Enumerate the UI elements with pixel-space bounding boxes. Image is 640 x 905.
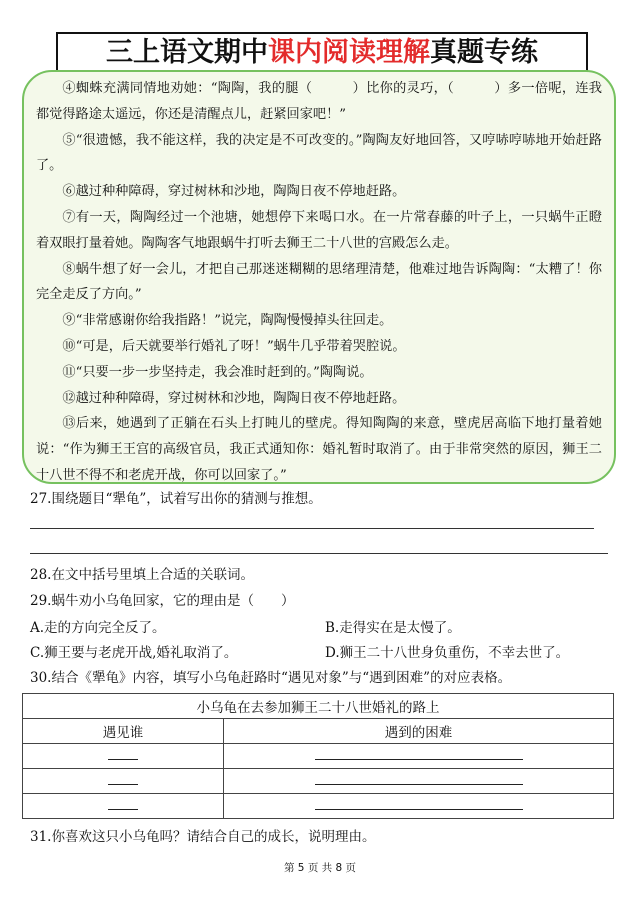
paragraph-4: ④蜘蛛充满同情地劝她：“陶陶，我的腿（ ）比你的灵巧，（ ）多一倍呢，连我都觉得路途太遥远，你还是清醒点儿，赶紧回家吧！” [36, 81, 602, 122]
q29-option-c: C.狮王要与老虎开战,婚礼取消了。 [30, 645, 238, 661]
blank-who-2 [108, 774, 138, 785]
paragraph-5: ⑤“很遗憾，我不能这样，我的决定是不可改变的。”陶陶友好地回答，又哼哧哼哧地开始赶路了。 [36, 132, 602, 174]
table-caption: 小乌龟在去参加狮王二十八世婚礼的路上 [23, 694, 614, 719]
page-title [56, 32, 588, 74]
blank-who-1 [108, 749, 138, 760]
paragraph-10: ⑩“可是，后天就要举行婚礼了呀！”蜗牛几乎带着哭腔说。 [62, 338, 406, 354]
paragraph-8: ⑧蜗牛想了好一会儿，才把自己那迷迷糊糊的思绪理清楚，他难过地告诉陶陶：“太糟了！你完全走反了方向。” [36, 261, 602, 303]
table-row [23, 794, 614, 819]
blank-who-3 [108, 799, 138, 810]
answer-line-27b [30, 553, 608, 554]
title-part2-highlight: 课内阅读理解 [268, 37, 430, 68]
paragraph-9: ⑨“非常感谢你给我指路！”说完，陶陶慢慢掉头往回走。 [62, 313, 393, 329]
q29-option-d: D.狮王二十八世身负重伤，不幸去世了。 [325, 645, 570, 661]
table-caption-row [23, 694, 614, 719]
question-31: 31.你喜欢这只小乌龟吗？请结合自己的成长，说明理由。 [30, 829, 376, 845]
paragraph-13: ⑬后来，她遇到了正躺在石头上打盹儿的壁虎。得知陶陶的来意，壁虎居高临下地打量着她说：“作为狮王王宫的高级官员，我正式通知你：婚礼暂时取消了。由于非常突然的原因，狮王二十八世不得不和老虎开战，你可以回家了。” [36, 416, 602, 483]
blank-difficulty-3 [315, 799, 523, 810]
paragraph-11: ⑪“只要一步一步坚持走，我会准时赶到的。”陶陶说。 [62, 364, 373, 380]
title-part1: 三上语文期中 [106, 37, 268, 68]
question-30: 30.结合《犟龟》内容，填写小乌龟赶路时“遇见对象”与“遇到困难”的对应表格。 [30, 670, 512, 686]
who-cell[interactable] [23, 769, 224, 794]
blank-difficulty-1 [315, 749, 523, 760]
encounter-table [22, 693, 614, 819]
paragraph-12: ⑫越过种种障碍，穿过树林和沙地，陶陶日夜不停地赶路。 [62, 390, 406, 406]
table-header-row [23, 719, 614, 744]
paragraph-7: ⑦有一天，陶陶经过一个池塘，她想停下来喝口水。在一片常春藤的叶子上，一只蜗牛正瞪着双眼打量着她。陶陶客气地跟蜗牛打听去狮王二十八世的宫殿怎么走。 [36, 209, 602, 251]
blank-difficulty-2 [315, 774, 523, 785]
question-28: 28.在文中括号里填上合适的关联词。 [30, 567, 254, 583]
who-cell[interactable] [23, 744, 224, 769]
table-row [23, 769, 614, 794]
table-row [23, 744, 614, 769]
answer-line-27a [30, 528, 594, 529]
difficulty-cell[interactable] [224, 794, 614, 819]
q29-option-a: A.走的方向完全反了。 [30, 620, 166, 636]
page-number: 第 5 页 共 8 页 [283, 862, 357, 874]
question-29: 29.蜗牛劝小乌龟回家，它的理由是（ ） [30, 593, 295, 609]
paragraph-6: ⑥越过种种障碍，穿过树林和沙地，陶陶日夜不停地赶路。 [62, 184, 406, 200]
title-part3: 真题专练 [430, 37, 538, 68]
difficulty-cell[interactable] [224, 744, 614, 769]
question-27: 27.围绕题目“犟龟”，试着写出你的猜测与推想。 [30, 491, 322, 507]
difficulty-cell[interactable] [224, 769, 614, 794]
who-cell[interactable] [23, 794, 224, 819]
header-difficulty: 遇到的困难 [224, 719, 614, 744]
header-who: 遇见谁 [23, 719, 224, 744]
reading-passage [22, 70, 616, 484]
q29-option-b: B.走得实在是太慢了。 [325, 620, 461, 636]
